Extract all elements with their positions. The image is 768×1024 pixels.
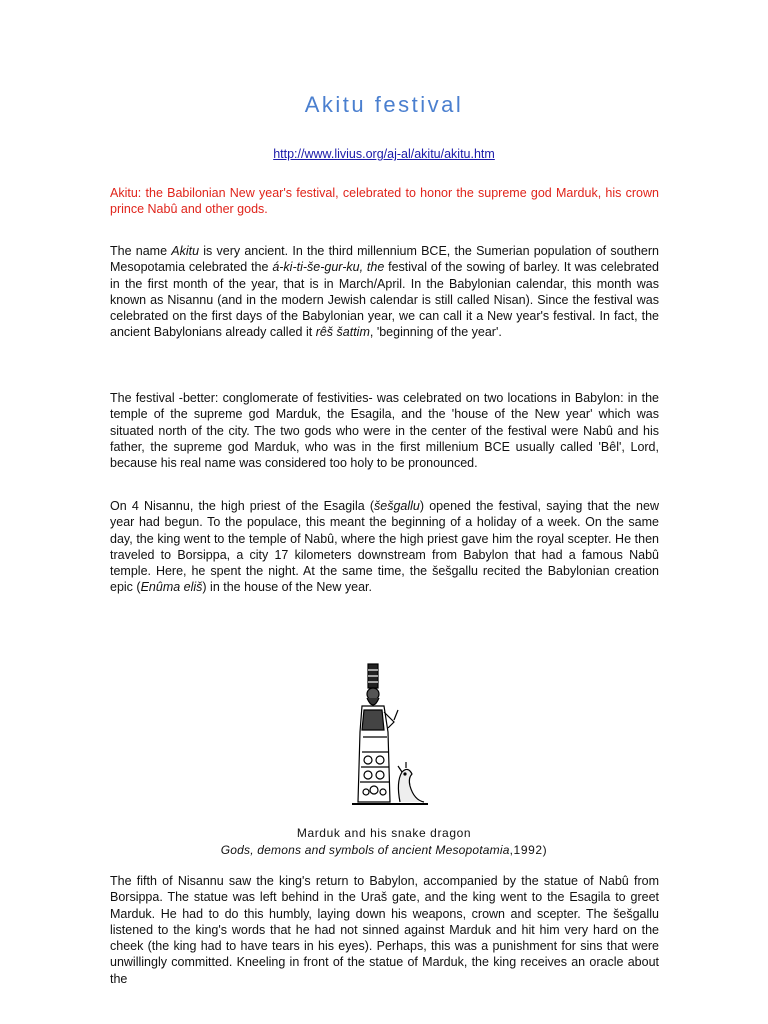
text-run: festival of the sowing of barley. It was celebrated in the first month of the year, that is in March/April. In the Babylonian calendar, this month was known as Nisannu (and in the modern Jewish calendar is still called Nisan). Since the festival was celebrated on the first days of the Babylonian year, we can call it a New year's festival. In fact, the ancient Babylonians already called it xyxy=(110,260,660,340)
marduk-snake-dragon-illustration xyxy=(338,662,430,812)
intro-paragraph: Akitu: the Babilonian New year's festival, celebrated to honor the supreme god Marduk, his crown prince Nabû and other gods. xyxy=(110,186,659,217)
italic-term: šešgallu xyxy=(374,499,420,513)
italic-term: Enûma eliš xyxy=(140,580,203,595)
text-run: On 4 Nisannu, the high priest of the Esagila ( xyxy=(110,499,375,513)
text-run: The name xyxy=(110,244,172,258)
text-run: ) in the house of the New year. xyxy=(202,580,372,595)
italic-term: rêš šattim xyxy=(315,325,370,340)
paragraph-fourth-nisannu xyxy=(110,498,659,596)
caption-source-title: Gods, demons and symbols of ancient Mesopotamia xyxy=(220,843,510,857)
italic-term: á-ki-ti-še-gur-ku, the xyxy=(272,260,385,275)
caption-title: Marduk and his snake dragon xyxy=(296,826,472,840)
text-run: , 'beginning of the year'. xyxy=(369,325,502,340)
caption-source xyxy=(0,842,768,859)
italic-term: Akitu xyxy=(171,244,200,258)
caption-source-year: ,1992) xyxy=(509,843,548,857)
page-title: Akitu festival xyxy=(304,92,464,117)
paragraph-festival-locations: The festival -better: conglomerate of festivities- was celebrated on two locations in Babylon: in the temple of the supreme god Marduk, the Esagila, and the 'house of the New year' which was situated north of the city. The two gods who were in the center of the festival were Nabû and his father, the supreme god Marduk, who was in the first millenium BCE usually called 'Bêl', Lord, because his real name was considered too holy to be pronounced. xyxy=(110,391,659,471)
text-run: ) opened the festival, saying that the new year had begun. To the populace, this meant the beginning of a holiday of a week. On the same day, the king went to the temple of Nabû, where the high priest gave him the royal scepter. He then traveled to Borsippa, a city 17 kilometers downstream from Babylon that had a famous Nabû temple. Here, he spent the night. At the same time, the šešgallu recited the Babylonian creation epic ( xyxy=(110,499,659,595)
source-link[interactable]: http://www.livius.org/aj-al/akitu/akitu.htm xyxy=(273,147,495,161)
paragraph-akitu-name xyxy=(110,243,659,341)
figure-caption xyxy=(0,825,768,859)
marduk-figure xyxy=(0,662,768,812)
text-run: is very ancient. In the third millennium BCE, the Sumerian population of southern Mesopotamia celebrated the xyxy=(110,244,659,275)
paragraph-fifth-nisannu: The fifth of Nisannu saw the king's return to Babylon, accompanied by the statue of Nabû from Borsippa. The statue was left behind in the Uraš gate, and the king went to the Esagila to greet Marduk. He had to do this humbly, laying down his weapons, crown and scepter. The šešgallu listened to the king's words that he had not sinned against Marduk and hit him very hard on the cheek (the king had to have tears in his eyes). Perhaps, this was a punishment for sins that were unwillingly committed. Kneeling in front of the statue of Marduk, the king receives an oracle about the xyxy=(110,874,659,986)
source-link-line xyxy=(0,147,768,161)
